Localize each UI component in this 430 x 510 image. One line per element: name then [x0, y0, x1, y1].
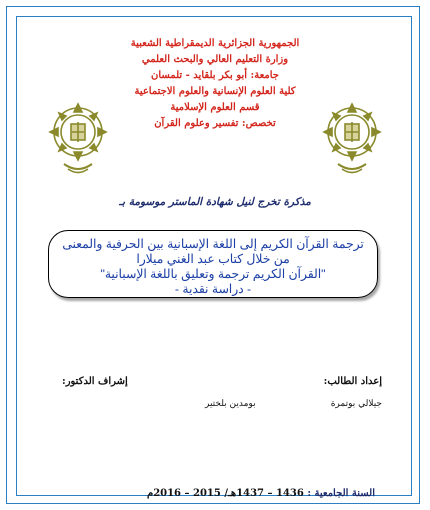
header-specialty: تخصص: تفسير وعلوم القرآن: [154, 118, 276, 129]
thesis-title-box: [48, 230, 378, 298]
memo-title: مذكرة تخرج لنيل شهادة الماستر موسومة بـ: [119, 196, 311, 208]
institution-header: [95, 36, 335, 132]
thesis-title-line-2: من خلال كتاب عبد الغني ميلارا: [136, 252, 290, 266]
header-republic: الجمهورية الجزائرية الديمقراطية الشعبية: [130, 38, 300, 49]
supervisor-name: بومدين بلختير: [205, 399, 256, 409]
supervisor-label: إشراف الدكتور:: [62, 376, 128, 387]
university-emblem-right: [320, 98, 384, 178]
academic-year-label: السنة الجامعية :: [307, 488, 375, 499]
student-name: جيلالي بوتمرة: [330, 399, 382, 409]
university-emblem-left: [46, 98, 110, 178]
thesis-title-line-3: "القرآن الكريم ترجمة وتعليق باللغة الإسبانية": [100, 267, 326, 281]
header-faculty: كلية العلوم الإنسانية والعلوم الاجتماعية: [134, 86, 296, 97]
header-department: قسم العلوم الإسلامية: [170, 102, 260, 113]
academic-year: [147, 488, 375, 499]
academic-year-value: 1436 – 1437هـ/ 2015 – 2016م: [146, 488, 304, 499]
student-label: إعداد الطالب:: [323, 376, 382, 387]
header-university: جامعة: أبو بكر بلقايد - تلمسان: [151, 70, 279, 81]
thesis-title-line-4: - دراسة نقدية -: [174, 282, 252, 296]
thesis-title-line-1: ترجمة القرآن الكريم إلى اللغة الإسبانية بين الحرفية والمعنى: [62, 237, 364, 251]
header-ministry: وزارة التعليم العالي والبحث العلمي: [141, 54, 289, 65]
